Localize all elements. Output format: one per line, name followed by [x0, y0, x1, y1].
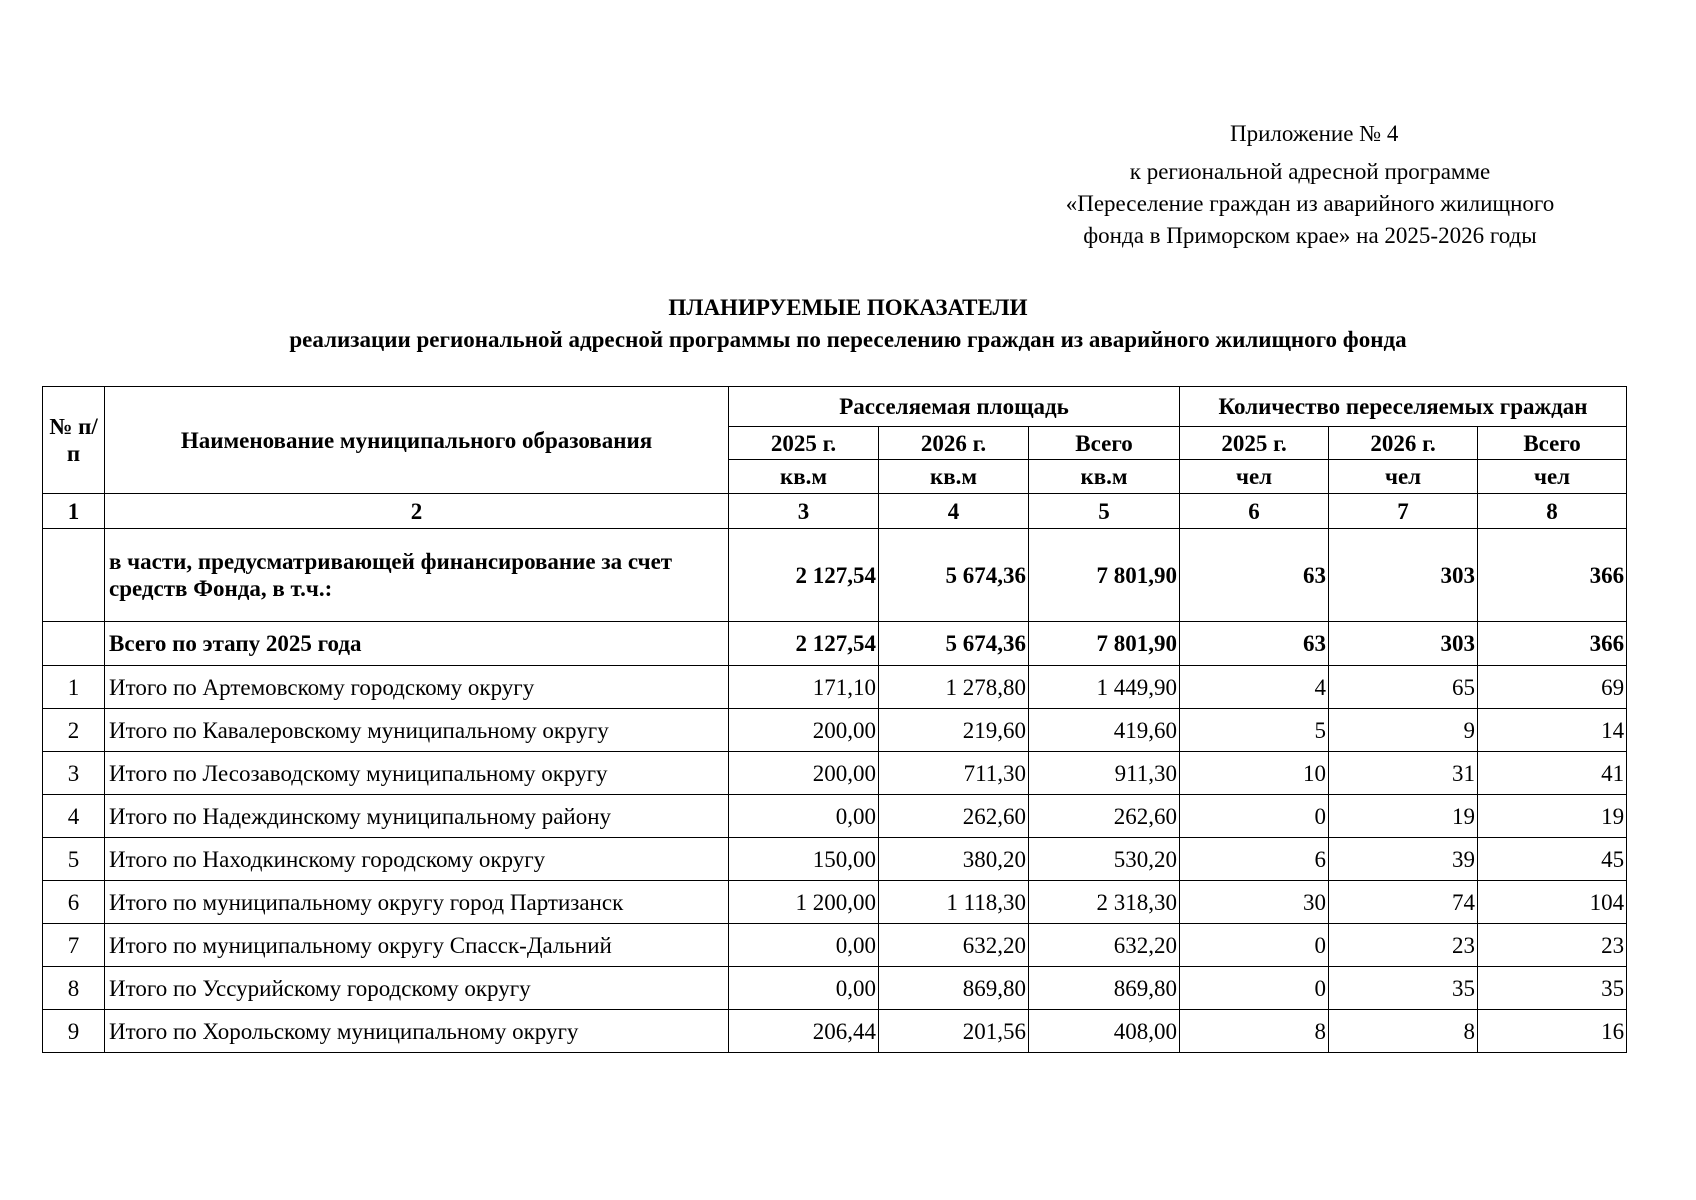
- row-value: 200,00: [729, 752, 879, 795]
- row-index: 4: [43, 795, 105, 838]
- row-value: 0,00: [729, 795, 879, 838]
- fund-row-index: [43, 529, 105, 622]
- row-name: Итого по Кавалеровскому муниципальному округу: [105, 709, 729, 752]
- row-name: Итого по Надеждинскому муниципальному району: [105, 795, 729, 838]
- table-row: [43, 967, 1627, 1010]
- row-value: 4: [1180, 666, 1329, 709]
- header-year: 2026 г.: [879, 427, 1029, 460]
- row-name: Итого по муниципальному округу город Партизанск: [105, 881, 729, 924]
- row-value: 262,60: [879, 795, 1029, 838]
- title-sub: реализации региональной адресной программы по переселению граждан из аварийного жилищного фонда: [289, 327, 1407, 352]
- column-number: 7: [1329, 494, 1478, 529]
- row-value: 16: [1478, 1010, 1627, 1053]
- stage-row: [43, 622, 1627, 666]
- fund-row: [43, 529, 1627, 622]
- row-index: 6: [43, 881, 105, 924]
- header-year: Всего: [1029, 427, 1180, 460]
- row-value: 206,44: [729, 1010, 879, 1053]
- row-index: 5: [43, 838, 105, 881]
- row-value: 9: [1329, 709, 1478, 752]
- row-index: 7: [43, 924, 105, 967]
- column-number: 2: [105, 494, 729, 529]
- header-num: № п/п: [43, 387, 105, 494]
- table-row: [43, 1010, 1627, 1053]
- header-unit: чел: [1180, 460, 1329, 494]
- row-value: 35: [1478, 967, 1627, 1010]
- row-index: 2: [43, 709, 105, 752]
- header-year: 2025 г.: [729, 427, 879, 460]
- row-value: 104: [1478, 881, 1627, 924]
- column-number: 6: [1180, 494, 1329, 529]
- table-row: [43, 752, 1627, 795]
- row-value: 171,10: [729, 666, 879, 709]
- row-value: 0: [1180, 795, 1329, 838]
- fund-row-value: 7 801,90: [1029, 529, 1180, 622]
- row-name: Итого по Находкинскому городскому округу: [105, 838, 729, 881]
- table-row: [43, 838, 1627, 881]
- table-row: [43, 666, 1627, 709]
- row-name: Итого по Хорольскому муниципальному округу: [105, 1010, 729, 1053]
- row-value: 8: [1180, 1010, 1329, 1053]
- table-row: [43, 709, 1627, 752]
- row-value: 262,60: [1029, 795, 1180, 838]
- row-index: 9: [43, 1010, 105, 1053]
- row-value: 380,20: [879, 838, 1029, 881]
- row-value: 530,20: [1029, 838, 1180, 881]
- row-value: 19: [1329, 795, 1478, 838]
- row-value: 632,20: [1029, 924, 1180, 967]
- appendix-line-3: фонда в Приморском крае» на 2025-2026 годы: [1083, 223, 1537, 248]
- row-name: Итого по муниципальному округу Спасск-Дальний: [105, 924, 729, 967]
- fund-row-value: 366: [1478, 529, 1627, 622]
- row-value: 0,00: [729, 967, 879, 1010]
- header-name: Наименование муниципального образования: [105, 387, 729, 494]
- row-name: Итого по Артемовскому городскому округу: [105, 666, 729, 709]
- row-value: 200,00: [729, 709, 879, 752]
- row-value: 0,00: [729, 924, 879, 967]
- row-value: 74: [1329, 881, 1478, 924]
- row-value: 5: [1180, 709, 1329, 752]
- stage-row-value: 303: [1329, 622, 1478, 666]
- row-value: 41: [1478, 752, 1627, 795]
- row-value: 911,30: [1029, 752, 1180, 795]
- column-number: 8: [1478, 494, 1627, 529]
- row-index: 1: [43, 666, 105, 709]
- header-area-group: Расселяемая площадь: [729, 387, 1180, 427]
- row-value: 419,60: [1029, 709, 1180, 752]
- title-main: ПЛАНИРУЕМЫЕ ПОКАЗАТЕЛИ: [668, 295, 1028, 320]
- stage-row-value: 63: [1180, 622, 1329, 666]
- appendix-number: Приложение № 4: [1230, 121, 1399, 146]
- fund-row-value: 303: [1329, 529, 1478, 622]
- row-value: 23: [1329, 924, 1478, 967]
- row-value: 39: [1329, 838, 1478, 881]
- table-row: [43, 924, 1627, 967]
- table-row: [43, 795, 1627, 838]
- row-value: 65: [1329, 666, 1478, 709]
- row-value: 30: [1180, 881, 1329, 924]
- header-people-group: Количество переселяемых граждан: [1180, 387, 1627, 427]
- row-value: 6: [1180, 838, 1329, 881]
- header-year: 2026 г.: [1329, 427, 1478, 460]
- row-value: 1 278,80: [879, 666, 1029, 709]
- row-value: 1 200,00: [729, 881, 879, 924]
- row-value: 45: [1478, 838, 1627, 881]
- header-year: Всего: [1478, 427, 1627, 460]
- row-name: Итого по Лесозаводскому муниципальному округу: [105, 752, 729, 795]
- header-unit: кв.м: [729, 460, 879, 494]
- row-value: 219,60: [879, 709, 1029, 752]
- row-name: Итого по Уссурийскому городскому округу: [105, 967, 729, 1010]
- row-value: 35: [1329, 967, 1478, 1010]
- header-unit: чел: [1478, 460, 1627, 494]
- stage-row-value: 7 801,90: [1029, 622, 1180, 666]
- header-unit: чел: [1329, 460, 1478, 494]
- stage-row-index: [43, 622, 105, 666]
- row-value: 23: [1478, 924, 1627, 967]
- fund-row-value: 5 674,36: [879, 529, 1029, 622]
- column-number: 1: [43, 494, 105, 529]
- row-value: 711,30: [879, 752, 1029, 795]
- row-value: 14: [1478, 709, 1627, 752]
- header-unit: кв.м: [879, 460, 1029, 494]
- column-number: 3: [729, 494, 879, 529]
- header-year: 2025 г.: [1180, 427, 1329, 460]
- row-value: 2 318,30: [1029, 881, 1180, 924]
- row-value: 0: [1180, 924, 1329, 967]
- row-value: 408,00: [1029, 1010, 1180, 1053]
- row-value: 19: [1478, 795, 1627, 838]
- appendix-line-1: к региональной адресной программе: [1129, 159, 1491, 184]
- row-value: 869,80: [1029, 967, 1180, 1010]
- stage-row-value: 2 127,54: [729, 622, 879, 666]
- fund-row-value: 63: [1180, 529, 1329, 622]
- row-index: 8: [43, 967, 105, 1010]
- stage-row-value: 366: [1478, 622, 1627, 666]
- row-value: 1 449,90: [1029, 666, 1180, 709]
- row-value: 0: [1180, 967, 1329, 1010]
- document-title: [0, 292, 1696, 356]
- row-value: 1 118,30: [879, 881, 1029, 924]
- row-value: 10: [1180, 752, 1329, 795]
- indicators-table: [42, 386, 1627, 1053]
- column-number: 5: [1029, 494, 1180, 529]
- fund-row-name: в части, предусматривающей финансирование за счет средств Фонда, в т.ч.:: [105, 529, 729, 622]
- row-value: 632,20: [879, 924, 1029, 967]
- header-unit: кв.м: [1029, 460, 1180, 494]
- row-value: 201,56: [879, 1010, 1029, 1053]
- row-value: 150,00: [729, 838, 879, 881]
- appendix-header: [1060, 118, 1560, 252]
- row-index: 3: [43, 752, 105, 795]
- table-row: [43, 881, 1627, 924]
- row-value: 8: [1329, 1010, 1478, 1053]
- appendix-line-2: «Переселение граждан из аварийного жилищного: [1065, 191, 1555, 216]
- row-value: 869,80: [879, 967, 1029, 1010]
- stage-row-value: 5 674,36: [879, 622, 1029, 666]
- row-value: 69: [1478, 666, 1627, 709]
- stage-row-name: Всего по этапу 2025 года: [105, 622, 729, 666]
- fund-row-value: 2 127,54: [729, 529, 879, 622]
- column-number: 4: [879, 494, 1029, 529]
- row-value: 31: [1329, 752, 1478, 795]
